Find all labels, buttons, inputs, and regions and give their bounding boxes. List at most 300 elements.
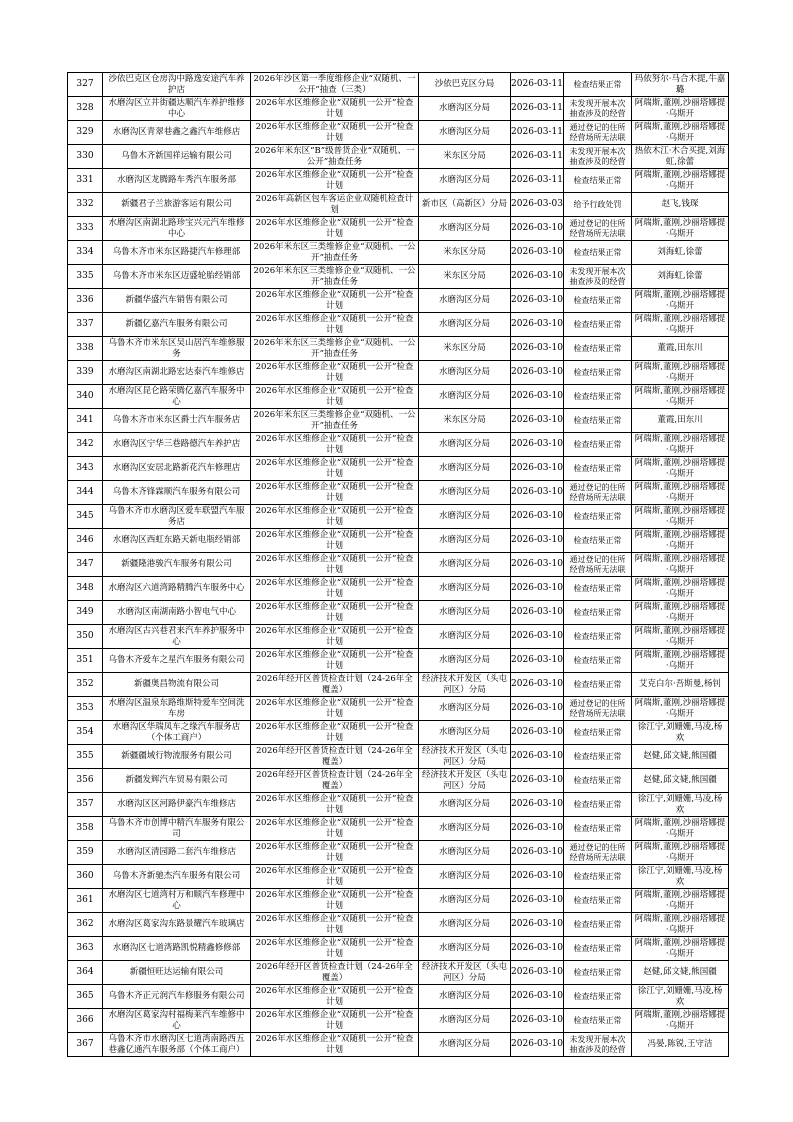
table-row [68,193,729,217]
inspection-department: 水磨沟区分局 [419,457,511,481]
entity-name: 乌鲁木齐市米东区爵士汽车服务店 [103,409,251,433]
inspection-date: 2026-03-10 [511,577,564,601]
table-row [68,649,729,673]
entity-name: 新疆恒旺达运输有限公司 [103,961,251,985]
inspection-date: 2026-03-10 [511,601,564,625]
entity-name: 水磨沟区宁华三巷路德汽车养护店 [103,433,251,457]
inspection-plan: 2026年水区维修企业“双随机一公开”检查计划 [251,121,419,145]
inspection-result: 检查结果正常 [564,385,632,409]
row-number: 349 [68,601,103,625]
table-row [68,361,729,385]
inspection-plan: 2026年水区维修企业“双随机一公开”检查计划 [251,289,419,313]
inspectors: 阿瑞斯,董刚,沙丽塔娜提·乌斯开 [632,529,729,553]
inspection-plan: 2026年水区维修企业“双随机一公开”检查计划 [251,553,419,577]
entity-name: 乌鲁木齐市米东区吴山居汽车维修服务 [103,337,251,361]
row-number: 343 [68,457,103,481]
inspectors: 阿瑞斯,董刚,沙丽塔娜提·乌斯开 [632,361,729,385]
inspection-result: 检查结果正常 [564,889,632,913]
inspection-plan: 2026年水区维修企业“双随机一公开”检查计划 [251,889,419,913]
inspectors: 徐江宁,刘姗姗,马凌,杨欢 [632,985,729,1009]
inspection-date: 2026-03-10 [511,433,564,457]
entity-name: 乌鲁木齐新国祥运输有限公司 [103,145,251,169]
inspection-date: 2026-03-10 [511,793,564,817]
table-row [68,1033,729,1057]
entity-name: 新疆隆港骏汽车服务有限公司 [103,553,251,577]
inspection-date: 2026-03-10 [511,289,564,313]
inspection-date: 2026-03-11 [511,169,564,193]
inspection-plan: 2026年水区维修企业“双随机一公开”检查计划 [251,1009,419,1033]
inspection-department: 水磨沟区分局 [419,793,511,817]
entity-name: 水磨沟区南湖北路宏达泰汽车维修店 [103,361,251,385]
inspection-result: 检查结果正常 [564,433,632,457]
row-number: 338 [68,337,103,361]
inspection-department: 米东区分局 [419,241,511,265]
inspection-department: 水磨沟区分局 [419,97,511,121]
table-row [68,73,729,97]
table-row [68,577,729,601]
inspection-plan: 2026年水区维修企业“双随机一公开”检查计划 [251,313,419,337]
inspection-date: 2026-03-10 [511,625,564,649]
inspection-plan: 2026年高新区包车客运企业双随机检查计划 [251,193,419,217]
row-number: 341 [68,409,103,433]
inspection-result: 检查结果正常 [564,961,632,985]
inspection-plan: 2026年水区维修企业“双随机一公开”检查计划 [251,937,419,961]
row-number: 361 [68,889,103,913]
inspection-result: 检查结果正常 [564,313,632,337]
inspection-department: 水磨沟区分局 [419,889,511,913]
inspection-department: 米东区分局 [419,145,511,169]
entity-name: 水磨沟区安居北路新花汽车修理店 [103,457,251,481]
inspection-date: 2026-03-10 [511,361,564,385]
inspection-result: 检查结果正常 [564,361,632,385]
inspection-department: 水磨沟区分局 [419,913,511,937]
inspection-department: 水磨沟区分局 [419,481,511,505]
inspection-result: 通过登记的住所经营场所无法联 [564,841,632,865]
inspection-result: 检查结果正常 [564,73,632,97]
entity-name: 水磨沟区华瑞凤车之缘汽车服务店（个体工商户） [103,721,251,745]
inspection-plan: 2026年水区维修企业“双随机一公开”检查计划 [251,97,419,121]
row-number: 367 [68,1033,103,1057]
inspection-plan: 2026年水区维修企业“双随机一公开”检查计划 [251,385,419,409]
inspection-department: 沙依巴克区分局 [419,73,511,97]
inspectors: 阿瑞斯,董刚,沙丽塔娜提·乌斯开 [632,481,729,505]
inspectors: 赵健,邱文婕,熊国疆 [632,769,729,793]
table-row [68,721,729,745]
inspectors: 董霞,田东川 [632,409,729,433]
inspection-result: 检查结果正常 [564,409,632,433]
table-row [68,745,729,769]
inspection-department: 水磨沟区分局 [419,121,511,145]
row-number: 363 [68,937,103,961]
inspection-result: 检查结果正常 [564,289,632,313]
row-number: 352 [68,673,103,697]
inspection-department: 米东区分局 [419,409,511,433]
inspection-date: 2026-03-10 [511,481,564,505]
inspection-result: 检查结果正常 [564,625,632,649]
table-row [68,841,729,865]
inspection-department: 水磨沟区分局 [419,985,511,1009]
entity-name: 乌鲁木齐爱车之星汽车服务有限公司 [103,649,251,673]
entity-name: 乌鲁木齐市水磨沟区七道湾南路西五巷鑫亿通汽车服务部（个体工商户） [103,1033,251,1057]
inspectors: 阿瑞斯,董刚,沙丽塔娜提·乌斯开 [632,457,729,481]
inspection-date: 2026-03-10 [511,241,564,265]
entity-name: 水磨沟区南湖北路珍宝兴元汽车维修中心 [103,217,251,241]
inspectors: 阿瑞斯,董刚,沙丽塔娜提·乌斯开 [632,217,729,241]
inspection-plan: 2026年水区维修企业“双随机一公开”检查计划 [251,913,419,937]
inspection-result: 检查结果正常 [564,769,632,793]
table-row [68,289,729,313]
inspection-department: 水磨沟区分局 [419,841,511,865]
inspection-date: 2026-03-10 [511,529,564,553]
entity-name: 乌鲁木齐市米东区迈盛轮胎经销部 [103,265,251,289]
inspection-department: 水磨沟区分局 [419,1009,511,1033]
row-number: 365 [68,985,103,1009]
row-number: 344 [68,481,103,505]
entity-name: 水磨沟区古兴巷君来汽车养护服务中心 [103,625,251,649]
inspectors: 玛依努尔·马合木提,牛嘉璐 [632,73,729,97]
inspection-result: 检查结果正常 [564,241,632,265]
row-number: 354 [68,721,103,745]
entity-name: 沙依巴克区仓房沟中路逸安途汽车养护店 [103,73,251,97]
inspectors: 艾克白尔·吾斯曼,杨钊 [632,673,729,697]
row-number: 337 [68,313,103,337]
inspection-plan: 2026年米东区三类维修企业“双随机、一公开”抽查任务 [251,265,419,289]
table-body [68,73,729,1057]
inspectors: 阿瑞斯,董刚,沙丽塔娜提·乌斯开 [632,169,729,193]
table-row [68,217,729,241]
table-row [68,481,729,505]
table-row [68,865,729,889]
inspection-department: 水磨沟区分局 [419,529,511,553]
inspection-department: 水磨沟区分局 [419,433,511,457]
inspection-department: 米东区分局 [419,337,511,361]
inspection-plan: 2026年沙区第一季度维修企业“双随机、一公开”抽查（三类） [251,73,419,97]
entity-name: 水磨沟区葛家沟村福梅莱汽车维修中心 [103,1009,251,1033]
entity-name: 水磨沟区青翠巷鑫之鑫汽车维修店 [103,121,251,145]
entity-name: 新疆君子兰旅游客运有限公司 [103,193,251,217]
inspection-plan: 2026年水区维修企业“双随机一公开”检查计划 [251,457,419,481]
table-row [68,793,729,817]
entity-name: 水磨沟区六道湾路精腾汽车服务中心 [103,577,251,601]
inspection-date: 2026-03-10 [511,649,564,673]
inspection-date: 2026-03-10 [511,337,564,361]
table-row [68,601,729,625]
row-number: 358 [68,817,103,841]
inspection-plan: 2026年水区维修企业“双随机一公开”检查计划 [251,529,419,553]
row-number: 332 [68,193,103,217]
inspectors: 阿瑞斯,董刚,沙丽塔娜提·乌斯开 [632,625,729,649]
inspection-date: 2026-03-11 [511,145,564,169]
inspection-department: 水磨沟区分局 [419,313,511,337]
inspection-result: 检查结果正常 [564,1009,632,1033]
entity-name: 水磨沟区七道湾路凯悦精鑫修修部 [103,937,251,961]
inspection-result: 检查结果正常 [564,913,632,937]
table-row [68,265,729,289]
table-row [68,817,729,841]
inspection-department: 水磨沟区分局 [419,385,511,409]
inspection-result: 检查结果正常 [564,673,632,697]
row-number: 353 [68,697,103,721]
table-row [68,313,729,337]
row-number: 347 [68,553,103,577]
table-row [68,769,729,793]
inspectors: 阿瑞斯,董刚,沙丽塔娜提·乌斯开 [632,1009,729,1033]
inspection-department: 水磨沟区分局 [419,169,511,193]
row-number: 345 [68,505,103,529]
inspection-department: 水磨沟区分局 [419,649,511,673]
inspectors: 董霞,田东川 [632,337,729,361]
inspection-department: 水磨沟区分局 [419,937,511,961]
inspection-result: 通过登记的住所经营场所无法联 [564,121,632,145]
table-row [68,169,729,193]
row-number: 340 [68,385,103,409]
entity-name: 新疆华盛汽车销售有限公司 [103,289,251,313]
inspectors: 刘海虹,徐蕾 [632,265,729,289]
inspectors: 赵健,邱文婕,熊国疆 [632,745,729,769]
inspection-department: 水磨沟区分局 [419,601,511,625]
table-row [68,505,729,529]
inspection-result: 通过登记的住所经营场所无法联 [564,217,632,241]
inspection-department: 水磨沟区分局 [419,577,511,601]
inspection-plan: 2026年水区维修企业“双随机一公开”检查计划 [251,169,419,193]
inspection-result: 检查结果正常 [564,577,632,601]
table-row [68,529,729,553]
inspection-result: 检查结果正常 [564,745,632,769]
entity-name: 水磨沟区七道湾村万和顺汽车修理中心 [103,889,251,913]
row-number: 334 [68,241,103,265]
inspection-plan: 2026年米东区三类维修企业“双随机、一公开”抽查任务 [251,241,419,265]
row-number: 355 [68,745,103,769]
inspection-date: 2026-03-10 [511,697,564,721]
entity-name: 乌鲁木齐新驰杰汽车服务有限公司 [103,865,251,889]
row-number: 328 [68,97,103,121]
inspection-plan: 2026年水区维修企业“双随机一公开”检查计划 [251,481,419,505]
inspection-date: 2026-03-10 [511,889,564,913]
inspection-result: 检查结果正常 [564,985,632,1009]
inspectors: 阿瑞斯,董刚,沙丽塔娜提·乌斯开 [632,577,729,601]
row-number: 360 [68,865,103,889]
inspection-plan: 2026年水区维修企业“双随机一公开”检查计划 [251,697,419,721]
inspection-plan: 2026年水区维修企业“双随机一公开”检查计划 [251,793,419,817]
inspection-department: 经济技术开发区（头屯河区）分局 [419,769,511,793]
inspection-date: 2026-03-10 [511,721,564,745]
table-row [68,409,729,433]
inspection-result: 未发现开展本次抽查涉及的经营 [564,145,632,169]
inspection-result: 检查结果正常 [564,865,632,889]
inspection-result: 检查结果正常 [564,721,632,745]
inspection-plan: 2026年水区维修企业“双随机一公开”检查计划 [251,649,419,673]
inspection-result: 检查结果正常 [564,457,632,481]
entity-name: 新疆奥昌物流有限公司 [103,673,251,697]
inspection-result: 检查结果正常 [564,169,632,193]
inspectors: 阿瑞斯,董刚,沙丽塔娜提·乌斯开 [632,553,729,577]
inspectors: 阿瑞斯,董刚,沙丽塔娜提·乌斯开 [632,817,729,841]
entity-name: 水磨沟区南湖南路小智电气中心 [103,601,251,625]
row-number: 359 [68,841,103,865]
inspection-department: 水磨沟区分局 [419,625,511,649]
inspection-result: 未发现开展本次抽查涉及的经营 [564,97,632,121]
inspection-department: 水磨沟区分局 [419,505,511,529]
inspectors: 阿瑞斯,董刚,沙丽塔娜提·乌斯开 [632,97,729,121]
inspectors: 刘海虹,徐蕾 [632,241,729,265]
inspection-department: 经济技术开发区（头屯河区）分局 [419,673,511,697]
table-row [68,337,729,361]
inspection-plan: 2026年水区维修企业“双随机一公开”检查计划 [251,577,419,601]
inspection-date: 2026-03-10 [511,1033,564,1057]
inspectors: 徐江宁,刘姗姗,马凌,杨欢 [632,793,729,817]
row-number: 339 [68,361,103,385]
entity-name: 乌鲁木齐市创博中精汽车服务有限公司 [103,817,251,841]
inspectors: 阿瑞斯,董刚,沙丽塔娜提·乌斯开 [632,505,729,529]
inspection-plan: 2026年水区维修企业“双随机一公开”检查计划 [251,217,419,241]
inspectors: 阿瑞斯,董刚,沙丽塔娜提·乌斯开 [632,889,729,913]
entity-name: 新疆亿嘉汽车服务有限公司 [103,313,251,337]
entity-name: 水磨沟区葛家沟东路景耀汽车玻璃店 [103,913,251,937]
inspection-date: 2026-03-11 [511,73,564,97]
inspection-result: 检查结果正常 [564,817,632,841]
inspection-department: 水磨沟区分局 [419,721,511,745]
table-row [68,553,729,577]
inspection-date: 2026-03-10 [511,865,564,889]
table-row [68,937,729,961]
table-row [68,913,729,937]
inspectors: 阿瑞斯,董刚,沙丽塔娜提·乌斯开 [632,433,729,457]
inspection-date: 2026-03-10 [511,409,564,433]
table-row [68,697,729,721]
table-row [68,121,729,145]
inspection-result: 通过登记的住所经营场所无法联 [564,697,632,721]
inspection-department: 水磨沟区分局 [419,217,511,241]
inspection-plan: 2026年米东区三类维修企业“双随机、一公开”抽查任务 [251,337,419,361]
inspectors: 阿瑞斯,董刚,沙丽塔娜提·乌斯开 [632,697,729,721]
table-row [68,673,729,697]
inspection-department: 水磨沟区分局 [419,289,511,313]
inspection-date: 2026-03-10 [511,985,564,1009]
table-row [68,145,729,169]
table-row [68,385,729,409]
row-number: 350 [68,625,103,649]
entity-name: 新疆发辉汽车贸易有限公司 [103,769,251,793]
inspection-plan: 2026年水区维修企业“双随机一公开”检查计划 [251,985,419,1009]
inspection-plan: 2026年水区维修企业“双随机一公开”检查计划 [251,625,419,649]
inspection-date: 2026-03-10 [511,505,564,529]
inspection-date: 2026-03-10 [511,769,564,793]
inspectors: 赵健,邱文婕,熊国疆 [632,961,729,985]
row-number: 331 [68,169,103,193]
table-row [68,985,729,1009]
inspection-plan: 2026年水区维修企业“双随机一公开”检查计划 [251,817,419,841]
inspection-date: 2026-03-10 [511,553,564,577]
entity-name: 水磨沟区温泉东路维斯特爱车空间洗车房 [103,697,251,721]
row-number: 348 [68,577,103,601]
row-number: 351 [68,649,103,673]
table-row [68,889,729,913]
inspectors: 徐江宁,刘姗姗,马凌,杨欢 [632,865,729,889]
table-row [68,457,729,481]
inspectors: 热依木江·木合买提,刘海虹,徐蕾 [632,145,729,169]
inspection-result: 检查结果正常 [564,793,632,817]
inspection-date: 2026-03-10 [511,937,564,961]
inspection-department: 米东区分局 [419,265,511,289]
entity-name: 水磨沟区龙腾路车秀汽车服务部 [103,169,251,193]
inspection-result: 通过登记的住所经营场所无法联 [564,481,632,505]
inspectors: 阿瑞斯,董刚,沙丽塔娜提·乌斯开 [632,121,729,145]
inspection-result: 未发现开展本次抽查涉及的经营 [564,1033,632,1057]
entity-name: 水磨沟区昆仑路荣腾亿嘉汽车服务中心 [103,385,251,409]
inspection-department: 水磨沟区分局 [419,865,511,889]
inspection-date: 2026-03-10 [511,217,564,241]
inspection-plan: 2026年米东区“B”级普货企业“双随机、一公开”抽查任务 [251,145,419,169]
inspection-department: 水磨沟区分局 [419,817,511,841]
inspection-plan: 2026年经开区普货检查计划（24-26年全覆盖） [251,769,419,793]
inspection-plan: 2026年经开区普货检查计划（24-26年全覆盖） [251,673,419,697]
inspection-department: 经济技术开发区（头屯河区）分局 [419,745,511,769]
row-number: 333 [68,217,103,241]
inspection-department: 水磨沟区分局 [419,697,511,721]
inspection-plan: 2026年水区维修企业“双随机一公开”检查计划 [251,361,419,385]
inspection-plan: 2026年水区维修企业“双随机一公开”检查计划 [251,865,419,889]
row-number: 327 [68,73,103,97]
inspection-date: 2026-03-10 [511,745,564,769]
table-row [68,97,729,121]
inspection-date: 2026-03-03 [511,193,564,217]
inspection-date: 2026-03-11 [511,121,564,145]
table-row [68,961,729,985]
inspection-plan: 2026年水区维修企业“双随机一公开”检查计划 [251,505,419,529]
row-number: 346 [68,529,103,553]
inspectors: 阿瑞斯,董刚,沙丽塔娜提·乌斯开 [632,385,729,409]
inspection-result: 检查结果正常 [564,649,632,673]
inspection-date: 2026-03-10 [511,673,564,697]
row-number: 329 [68,121,103,145]
row-number: 362 [68,913,103,937]
inspection-plan: 2026年水区维修企业“双随机一公开”检查计划 [251,1033,419,1057]
entity-name: 新疆疆域行物流服务有限公司 [103,745,251,769]
row-number: 336 [68,289,103,313]
inspection-result: 检查结果正常 [564,529,632,553]
inspection-result: 未发现开展本次抽查涉及的经营 [564,265,632,289]
row-number: 330 [68,145,103,169]
inspection-result: 检查结果正常 [564,505,632,529]
table-row [68,1009,729,1033]
row-number: 357 [68,793,103,817]
entity-name: 水磨沟区立井街疆达顺汽车养护维修中心 [103,97,251,121]
inspectors: 阿瑞斯,董刚,沙丽塔娜提·乌斯开 [632,289,729,313]
inspection-date: 2026-03-10 [511,313,564,337]
inspection-date: 2026-03-10 [511,385,564,409]
inspection-date: 2026-03-10 [511,265,564,289]
inspection-result: 给予行政处罚 [564,193,632,217]
entity-name: 乌鲁木齐市米东区路捷汽车修理部 [103,241,251,265]
row-number: 364 [68,961,103,985]
document-page [67,72,728,1057]
inspection-plan: 2026年水区维修企业“双随机一公开”检查计划 [251,433,419,457]
inspection-results-table [67,72,729,1057]
inspectors: 阿瑞斯,董刚,沙丽塔娜提·乌斯开 [632,841,729,865]
inspection-department: 水磨沟区分局 [419,1033,511,1057]
table-row [68,241,729,265]
table-row [68,433,729,457]
inspection-plan: 2026年经开区普货检查计划（24-26年全覆盖） [251,961,419,985]
inspectors: 赵飞,钱琛 [632,193,729,217]
inspectors: 阿瑞斯,董刚,沙丽塔娜提·乌斯开 [632,313,729,337]
inspection-plan: 2026年水区维修企业“双随机一公开”检查计划 [251,721,419,745]
inspection-department: 经济技术开发区（头屯河区）分局 [419,961,511,985]
inspection-date: 2026-03-10 [511,1009,564,1033]
inspection-date: 2026-03-11 [511,97,564,121]
inspection-date: 2026-03-10 [511,841,564,865]
inspection-result: 检查结果正常 [564,337,632,361]
